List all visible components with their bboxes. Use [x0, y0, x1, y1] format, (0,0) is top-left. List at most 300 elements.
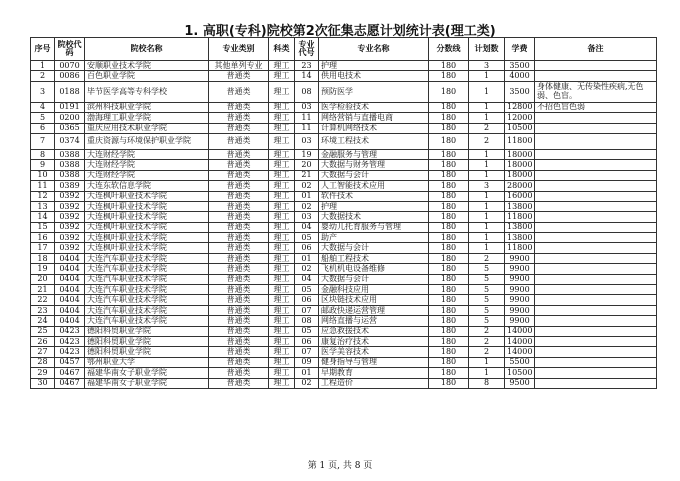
table-cell: 助产 — [319, 233, 429, 243]
table-cell — [535, 133, 657, 149]
table-cell: 01 — [295, 191, 319, 201]
table-cell: 0086 — [55, 71, 85, 81]
column-header: 院校名称 — [85, 38, 209, 61]
table-row — [31, 133, 657, 149]
table-cell: 5 — [469, 274, 505, 284]
table-cell: 180 — [429, 71, 469, 81]
table-cell: 百色职业学院 — [85, 71, 209, 81]
table-cell: 2 — [469, 253, 505, 263]
table-cell: 0388 — [55, 160, 85, 170]
table-row — [31, 61, 657, 71]
table-cell: 大连枫叶职业技术学院 — [85, 243, 209, 253]
table-cell: 大连汽车职业技术学院 — [85, 316, 209, 326]
table-cell: 1 — [469, 201, 505, 211]
table-cell — [535, 336, 657, 346]
table-cell: 180 — [429, 378, 469, 388]
table-cell — [535, 201, 657, 211]
table-cell: 12800 — [505, 102, 535, 112]
table-cell — [535, 71, 657, 81]
table-cell: 普通类 — [209, 285, 269, 295]
table-cell: 23 — [31, 305, 55, 315]
table-cell: 9900 — [505, 295, 535, 305]
table-cell: 9900 — [505, 264, 535, 274]
table-cell: 10 — [31, 170, 55, 180]
table-cell: 16000 — [505, 191, 535, 201]
table-cell: 理工 — [269, 160, 295, 170]
table-cell: 普通类 — [209, 378, 269, 388]
table-cell: 理工 — [269, 149, 295, 159]
table-cell: 5 — [469, 305, 505, 315]
table-cell: 180 — [429, 212, 469, 222]
table-cell: 德阳科贸职业学院 — [85, 336, 209, 346]
table-cell: 普通类 — [209, 243, 269, 253]
table-cell: 德阳科贸职业学院 — [85, 347, 209, 357]
table-cell: 1 — [469, 222, 505, 232]
table-cell: 180 — [429, 347, 469, 357]
table-cell: 0392 — [55, 191, 85, 201]
table-cell: 福建华南女子职业学院 — [85, 368, 209, 378]
table-row — [31, 233, 657, 243]
table-cell: 理工 — [269, 181, 295, 191]
table-cell: 0404 — [55, 285, 85, 295]
page-footer: 第 1 页, 共 8 页 — [307, 461, 373, 471]
table-cell: 0200 — [55, 113, 85, 123]
table-row — [31, 71, 657, 81]
table-cell: 大数据与财务管理 — [319, 160, 429, 170]
table-cell: 1 — [469, 149, 505, 159]
column-header: 备注 — [535, 38, 657, 61]
table-cell: 医学检验技术 — [319, 102, 429, 112]
table-cell: 理工 — [269, 170, 295, 180]
table-cell: 普通类 — [209, 123, 269, 133]
table-cell: 理工 — [269, 233, 295, 243]
table-cell: 14000 — [505, 326, 535, 336]
table-cell: 23 — [295, 61, 319, 71]
table-cell: 普通类 — [209, 212, 269, 222]
table-cell: 大连汽车职业技术学院 — [85, 285, 209, 295]
table-cell: 180 — [429, 113, 469, 123]
table-cell: 普通类 — [209, 71, 269, 81]
table-cell: 12000 — [505, 113, 535, 123]
table-cell: 0392 — [55, 222, 85, 232]
table-cell: 1 — [469, 357, 505, 367]
table-cell: 11800 — [505, 212, 535, 222]
table-cell: 180 — [429, 181, 469, 191]
table-cell: 0392 — [55, 243, 85, 253]
table-cell: 18 — [31, 253, 55, 263]
table-cell: 0188 — [55, 81, 85, 102]
table-cell: 普通类 — [209, 113, 269, 123]
table-cell: 理工 — [269, 212, 295, 222]
table-row — [31, 326, 657, 336]
table-cell: 11800 — [505, 243, 535, 253]
table-row — [31, 295, 657, 305]
table-cell: 13800 — [505, 233, 535, 243]
table-cell: 滨州科技职业学院 — [85, 102, 209, 112]
table-cell: 0392 — [55, 201, 85, 211]
table-cell: 02 — [295, 378, 319, 388]
table-cell: 13800 — [505, 222, 535, 232]
table-cell: 0423 — [55, 326, 85, 336]
table-cell: 27 — [31, 347, 55, 357]
table-cell: 1 — [469, 368, 505, 378]
table-cell: 大数据与会计 — [319, 170, 429, 180]
table-cell: 11800 — [505, 133, 535, 149]
table-cell: 01 — [295, 368, 319, 378]
table-cell: 180 — [429, 81, 469, 102]
table-cell: 普通类 — [209, 191, 269, 201]
table-cell: 普通类 — [209, 336, 269, 346]
table-cell: 普通类 — [209, 170, 269, 180]
table-row — [31, 285, 657, 295]
table-cell: 20 — [295, 160, 319, 170]
table-cell: 0404 — [55, 305, 85, 315]
table-cell: 0404 — [55, 253, 85, 263]
table-cell: 大连枫叶职业技术学院 — [85, 191, 209, 201]
table-cell: 区块链技术应用 — [319, 295, 429, 305]
table-cell: 180 — [429, 264, 469, 274]
table-cell: 2 — [469, 326, 505, 336]
table-cell: 鄂州职业大学 — [85, 357, 209, 367]
table-cell: 供用电技术 — [319, 71, 429, 81]
table-row — [31, 201, 657, 211]
table-cell: 飞机机电设备维修 — [319, 264, 429, 274]
table-cell: 大连枫叶职业技术学院 — [85, 222, 209, 232]
table-row — [31, 305, 657, 315]
table-cell: 7 — [31, 133, 55, 149]
table-cell: 大连东软信息学院 — [85, 181, 209, 191]
table-cell: 大连汽车职业技术学院 — [85, 274, 209, 284]
table-cell: 20 — [31, 274, 55, 284]
table-cell: 理工 — [269, 368, 295, 378]
table-cell: 大连枫叶职业技术学院 — [85, 212, 209, 222]
table-cell: 8 — [469, 378, 505, 388]
table-cell: 0457 — [55, 357, 85, 367]
table-cell: 1 — [469, 113, 505, 123]
table-cell: 08 — [295, 81, 319, 102]
table-cell: 19 — [295, 149, 319, 159]
table-cell: 毕节医学高等专科学校 — [85, 81, 209, 102]
table-cell — [535, 274, 657, 284]
plan-table — [30, 37, 657, 389]
table-cell: 软件技术 — [319, 191, 429, 201]
table-cell: 1 — [469, 160, 505, 170]
table-cell: 大连枫叶职业技术学院 — [85, 233, 209, 243]
table-cell: 0374 — [55, 133, 85, 149]
table-cell: 01 — [295, 253, 319, 263]
table-cell: 9900 — [505, 285, 535, 295]
table-cell: 理工 — [269, 113, 295, 123]
table-cell: 网络营销与直播电商 — [319, 113, 429, 123]
table-cell — [535, 368, 657, 378]
table-cell: 大连汽车职业技术学院 — [85, 253, 209, 263]
table-cell: 5 — [469, 316, 505, 326]
table-cell: 21 — [295, 170, 319, 180]
table-cell: 普通类 — [209, 274, 269, 284]
table-cell: 0389 — [55, 181, 85, 191]
table-cell: 渤海理工职业学院 — [85, 113, 209, 123]
table-cell: 10500 — [505, 368, 535, 378]
table-cell — [535, 170, 657, 180]
table-cell: 大连枫叶职业技术学院 — [85, 201, 209, 211]
table-cell: 3500 — [505, 61, 535, 71]
table-cell: 理工 — [269, 336, 295, 346]
table-cell: 大连汽车职业技术学院 — [85, 264, 209, 274]
table-cell: 1 — [469, 243, 505, 253]
table-cell: 5 — [469, 295, 505, 305]
table-cell: 04 — [295, 274, 319, 284]
table-cell — [535, 326, 657, 336]
table-cell: 16 — [31, 233, 55, 243]
table-cell: 06 — [295, 336, 319, 346]
table-row — [31, 357, 657, 367]
table-cell: 理工 — [269, 347, 295, 357]
table-cell: 11 — [295, 113, 319, 123]
table-cell — [535, 316, 657, 326]
table-cell: 180 — [429, 191, 469, 201]
table-cell: 普通类 — [209, 316, 269, 326]
table-cell: 理工 — [269, 243, 295, 253]
table-cell: 理工 — [269, 133, 295, 149]
table-cell: 大数据与会计 — [319, 274, 429, 284]
table-cell: 0404 — [55, 295, 85, 305]
table-cell: 0404 — [55, 264, 85, 274]
table-cell: 人工智能技术应用 — [319, 181, 429, 191]
table-row — [31, 170, 657, 180]
column-header: 专业类别 — [209, 38, 269, 61]
table-cell: 5 — [31, 113, 55, 123]
table-cell — [535, 181, 657, 191]
table-cell: 180 — [429, 336, 469, 346]
table-cell: 180 — [429, 133, 469, 149]
column-header: 分数线 — [429, 38, 469, 61]
table-cell: 德阳科贸职业学院 — [85, 326, 209, 336]
table-cell: 理工 — [269, 191, 295, 201]
table-cell: 02 — [295, 201, 319, 211]
table-cell: 预防医学 — [319, 81, 429, 102]
column-header: 院校代码 — [55, 38, 85, 61]
table-cell: 12 — [31, 191, 55, 201]
table-cell: 大数据与会计 — [319, 243, 429, 253]
table-cell: 普通类 — [209, 326, 269, 336]
table-cell: 180 — [429, 295, 469, 305]
table-cell: 14 — [295, 71, 319, 81]
table-cell: 5 — [469, 264, 505, 274]
column-header: 序号 — [31, 38, 55, 61]
table-cell — [535, 212, 657, 222]
table-cell — [535, 253, 657, 263]
table-cell: 180 — [429, 316, 469, 326]
table-cell: 重庆应用技术职业学院 — [85, 123, 209, 133]
table-row — [31, 368, 657, 378]
table-cell: 2 — [469, 336, 505, 346]
table-cell: 13 — [31, 201, 55, 211]
table-cell: 180 — [429, 170, 469, 180]
table-row — [31, 264, 657, 274]
table-cell: 4000 — [505, 71, 535, 81]
table-cell: 环境工程技术 — [319, 133, 429, 149]
table-cell: 180 — [429, 253, 469, 263]
table-cell: 09 — [295, 357, 319, 367]
table-cell: 05 — [295, 233, 319, 243]
table-cell: 大数据技术 — [319, 212, 429, 222]
table-row — [31, 160, 657, 170]
table-cell: 11 — [31, 181, 55, 191]
table-cell: 应急救援技术 — [319, 326, 429, 336]
table-cell: 28 — [31, 357, 55, 367]
table-cell: 安顺职业技术学院 — [85, 61, 209, 71]
table-row — [31, 181, 657, 191]
table-cell: 普通类 — [209, 295, 269, 305]
table-cell: 180 — [429, 201, 469, 211]
table-cell: 07 — [295, 305, 319, 315]
table-cell: 理工 — [269, 123, 295, 133]
table-cell: 重庆资源与环境保护职业学院 — [85, 133, 209, 149]
table-cell: 02 — [295, 181, 319, 191]
table-cell: 11 — [295, 123, 319, 133]
table-cell: 1 — [469, 170, 505, 180]
table-cell: 3 — [469, 61, 505, 71]
table-cell: 06 — [295, 295, 319, 305]
table-cell: 0388 — [55, 170, 85, 180]
table-cell: 0070 — [55, 61, 85, 71]
table-cell — [535, 160, 657, 170]
table-cell: 健身指导与管理 — [319, 357, 429, 367]
table-cell: 180 — [429, 368, 469, 378]
table-cell — [535, 222, 657, 232]
table-cell: 0365 — [55, 123, 85, 133]
table-cell: 26 — [31, 336, 55, 346]
table-cell: 180 — [429, 243, 469, 253]
table-cell: 14000 — [505, 336, 535, 346]
table-row — [31, 191, 657, 201]
table-cell: 普通类 — [209, 133, 269, 149]
table-cell: 0392 — [55, 212, 85, 222]
table-row — [31, 123, 657, 133]
table-cell: 3 — [469, 181, 505, 191]
table-cell: 邮政快递运营管理 — [319, 305, 429, 315]
table-cell: 05 — [295, 326, 319, 336]
table-cell: 2 — [469, 133, 505, 149]
table-cell: 0467 — [55, 378, 85, 388]
table-cell: 9900 — [505, 305, 535, 315]
table-cell: 大连财经学院 — [85, 149, 209, 159]
table-cell: 普通类 — [209, 253, 269, 263]
table-cell: 30 — [31, 378, 55, 388]
table-cell: 180 — [429, 102, 469, 112]
table-cell: 4 — [31, 102, 55, 112]
table-cell: 180 — [429, 233, 469, 243]
table-cell: 理工 — [269, 253, 295, 263]
table-cell — [535, 295, 657, 305]
table-cell: 3500 — [505, 81, 535, 102]
table-cell: 理工 — [269, 81, 295, 102]
table-cell: 9900 — [505, 253, 535, 263]
table-cell: 0423 — [55, 347, 85, 357]
table-cell: 0404 — [55, 274, 85, 284]
table-cell: 理工 — [269, 222, 295, 232]
table-cell: 18000 — [505, 149, 535, 159]
table-cell: 1 — [469, 191, 505, 201]
table-cell — [535, 61, 657, 71]
table-cell: 普通类 — [209, 201, 269, 211]
table-row — [31, 149, 657, 159]
table-cell: 9900 — [505, 274, 535, 284]
column-header: 学费 — [505, 38, 535, 61]
table-cell: 0392 — [55, 233, 85, 243]
table-cell: 0388 — [55, 149, 85, 159]
table-cell: 理工 — [269, 201, 295, 211]
table-cell: 福建华南女子职业学院 — [85, 378, 209, 388]
table-cell: 2 — [31, 71, 55, 81]
table-cell: 28000 — [505, 181, 535, 191]
table-cell: 180 — [429, 123, 469, 133]
table-cell: 早期教育 — [319, 368, 429, 378]
table-cell: 普通类 — [209, 305, 269, 315]
table-cell: 10500 — [505, 123, 535, 133]
table-row — [31, 222, 657, 232]
table-cell: 理工 — [269, 326, 295, 336]
table-row — [31, 316, 657, 326]
table-cell: 180 — [429, 61, 469, 71]
column-header: 计划数 — [469, 38, 505, 61]
table-cell: 25 — [31, 326, 55, 336]
table-row — [31, 274, 657, 284]
table-cell: 理工 — [269, 316, 295, 326]
table-cell: 8 — [31, 149, 55, 159]
table-cell: 21 — [31, 285, 55, 295]
table-cell: 1 — [469, 102, 505, 112]
table-cell: 身体健康、无传染性疾病,无色弱、色盲。 — [535, 81, 657, 102]
table-cell: 24 — [31, 316, 55, 326]
table-cell: 03 — [295, 212, 319, 222]
table-cell: 康复治疗技术 — [319, 336, 429, 346]
table-cell: 金融服务与管理 — [319, 149, 429, 159]
table-cell: 2 — [469, 123, 505, 133]
table-cell: 15 — [31, 222, 55, 232]
table-cell: 0423 — [55, 336, 85, 346]
table-cell: 理工 — [269, 61, 295, 71]
table-cell: 180 — [429, 274, 469, 284]
table-cell: 180 — [429, 357, 469, 367]
table-cell: 180 — [429, 285, 469, 295]
table-cell: 大连财经学院 — [85, 170, 209, 180]
table-cell: 护理 — [319, 201, 429, 211]
table-cell: 普通类 — [209, 222, 269, 232]
table-cell: 0467 — [55, 368, 85, 378]
table-cell: 理工 — [269, 102, 295, 112]
table-cell: 1 — [469, 71, 505, 81]
table-cell: 180 — [429, 222, 469, 232]
table-cell: 理工 — [269, 357, 295, 367]
table-cell: 医学美容技术 — [319, 347, 429, 357]
table-cell: 9900 — [505, 316, 535, 326]
table-cell: 大连汽车职业技术学院 — [85, 305, 209, 315]
table-cell: 普通类 — [209, 368, 269, 378]
table-cell: 180 — [429, 160, 469, 170]
table-cell: 理工 — [269, 295, 295, 305]
table-cell: 22 — [31, 295, 55, 305]
table-cell: 普通类 — [209, 149, 269, 159]
table-cell: 船舶工程技术 — [319, 253, 429, 263]
table-cell: 05 — [295, 285, 319, 295]
table-cell: 14 — [31, 212, 55, 222]
table-row — [31, 347, 657, 357]
table-cell: 计算机网络技术 — [319, 123, 429, 133]
column-header: 科类 — [269, 38, 295, 61]
table-row — [31, 243, 657, 253]
table-cell — [535, 357, 657, 367]
